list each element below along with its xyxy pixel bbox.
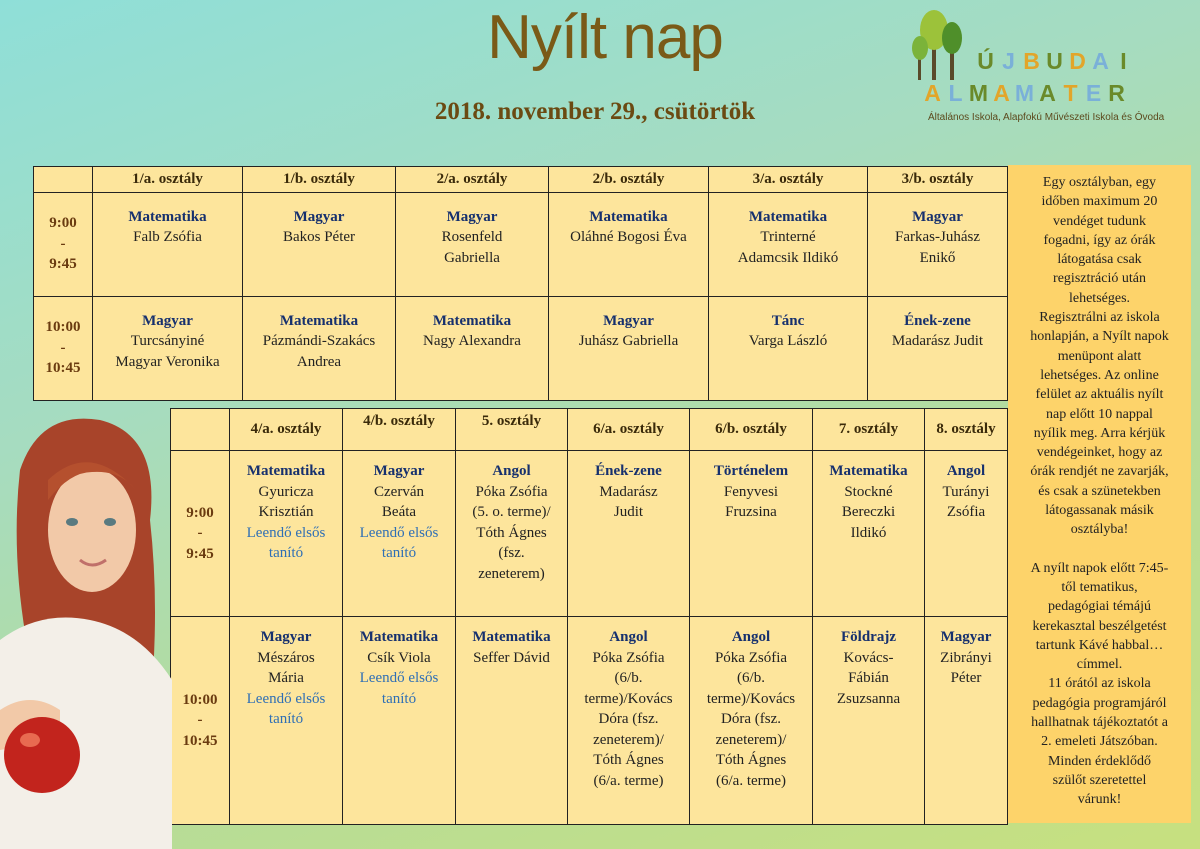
teacher-name: Farkas-Juhász — [895, 229, 980, 245]
teacher-name: zeneterem) — [478, 565, 545, 582]
teacher-name: (fsz. — [498, 545, 525, 561]
teacher-note: tanító — [381, 690, 417, 707]
lesson-cell — [690, 451, 813, 617]
lesson-cell — [925, 451, 1008, 617]
schedule-table-lower-grades — [33, 166, 1008, 401]
notice-line: 11 órától az iskola — [1048, 676, 1151, 692]
lesson-cell — [396, 296, 549, 400]
lesson-cell — [456, 617, 568, 825]
notice-line: látogassanak másik — [1045, 503, 1154, 519]
teacher-name: Kovács- — [843, 649, 894, 666]
teacher-name: Rosenfeld — [441, 229, 503, 245]
class-header: 5. osztály — [456, 409, 568, 451]
notice-line: Egy osztályban, egy — [1042, 175, 1157, 190]
teacher-name: Madarász Judit — [891, 333, 984, 349]
time-line: 10:45 — [182, 732, 218, 749]
teacher-note: Leendő elsős — [359, 524, 439, 541]
subject-name: Magyar — [373, 463, 425, 479]
lesson-cell — [93, 192, 243, 296]
teacher-note: tanító — [381, 545, 417, 561]
subject-name: Angol — [946, 463, 986, 479]
teacher-name: Bereczki — [841, 504, 896, 520]
subject-name: Magyar — [446, 208, 498, 225]
subject-name: Történelem — [713, 463, 789, 479]
table-header-row — [171, 409, 1008, 451]
teacher-name: Enikő — [919, 249, 956, 266]
teacher-name: zeneterem)/ — [715, 731, 787, 748]
logo-tagline: Általános Iskola, Alapfokú Művészeti Iskola és Óvoda — [928, 112, 1165, 123]
lesson-cell — [925, 617, 1008, 825]
teacher-name: Mészáros — [257, 649, 315, 666]
class-header: 3/b. osztály — [868, 167, 1008, 193]
teacher-name: Andrea — [296, 353, 342, 370]
subject-name: Magyar — [940, 629, 992, 645]
notice-line: pedagógia programjáról — [1032, 695, 1167, 711]
subject-name: Matematika — [359, 629, 439, 645]
teacher-name: Póka Zsófia — [714, 649, 788, 666]
time-line: 9:00 — [49, 215, 77, 232]
class-header: 8. osztály — [925, 409, 1008, 451]
teacher-name: Fenyvesi — [723, 483, 779, 500]
teacher-name: Zibrányi — [940, 649, 992, 666]
notice-line: A nyílt napok előtt 7:45- — [1030, 560, 1169, 576]
teacher-name: (6/b. — [737, 670, 765, 686]
subject-name: Ének-zene — [904, 312, 971, 329]
teacher-name: Póka Zsófia — [592, 649, 665, 666]
girl-with-apple-photo — [0, 410, 172, 849]
lesson-cell — [568, 617, 690, 825]
notice-line: lehetséges. — [1068, 290, 1131, 306]
notice-line: címmel. — [1076, 657, 1123, 673]
lesson-cell — [868, 192, 1008, 296]
corner-cell — [34, 167, 93, 193]
teacher-name: Dóra (fsz. — [598, 711, 659, 727]
table-row — [34, 296, 1008, 400]
notice-line: lehetséges. Az online — [1040, 367, 1159, 383]
lesson-cell — [230, 617, 343, 825]
lesson-cell — [549, 296, 709, 400]
lesson-cell — [690, 617, 813, 825]
time-line: - — [60, 339, 66, 356]
class-header: 6/a. osztály — [568, 409, 690, 451]
schedule-table-upper-grades — [170, 408, 1008, 825]
teacher-note: tanító — [268, 545, 304, 561]
teacher-name: Falb Zsófia — [133, 229, 202, 245]
time-line: 10:45 — [45, 360, 81, 377]
teacher-name: Madarász — [599, 483, 658, 500]
teacher-name: Tóth Ágnes — [476, 524, 547, 541]
subject-name: Matematika — [246, 463, 326, 479]
lesson-cell — [709, 192, 868, 296]
teacher-name: Nagy Alexandra — [423, 333, 521, 349]
notice-line: időben maximum 20 — [1041, 194, 1158, 210]
notice-line: től tematikus, — [1061, 579, 1138, 595]
subject-name: Matematika — [128, 208, 207, 225]
notice-line: Regisztrálni az iskola — [1039, 310, 1160, 326]
teacher-name: (6/a. terme) — [716, 772, 786, 789]
subject-name: Matematika — [472, 629, 551, 645]
class-header: 1/a. osztály — [93, 167, 243, 193]
notice-paragraph — [1016, 559, 1183, 810]
notice-line: Minden érdeklődő — [1047, 753, 1152, 769]
time-line: 9:45 — [186, 545, 214, 562]
time-line: - — [197, 525, 203, 542]
class-header: 1/b. osztály — [243, 167, 396, 193]
subject-name: Matematika — [279, 312, 359, 329]
notice-line: tartunk Kávé habbal… — [1035, 637, 1164, 653]
teacher-name: Oláhné Bogosi Éva — [570, 229, 687, 245]
time-slot — [171, 451, 230, 617]
class-header: 6/b. osztály — [690, 409, 813, 451]
subject-name: Tánc — [771, 312, 805, 329]
logo-text-almamater: A L M A M A T E R — [924, 80, 1125, 106]
teacher-name: Tóth Ágnes — [715, 752, 787, 768]
teacher-name: Varga László — [748, 333, 828, 349]
teacher-name: Péter — [950, 670, 982, 686]
teacher-note: Leendő elsős — [246, 690, 326, 707]
teacher-name: Ildikó — [850, 524, 887, 541]
lesson-cell — [343, 451, 456, 617]
notice-line: vendéget tudunk — [1053, 213, 1146, 229]
lesson-cell — [243, 296, 396, 400]
lesson-cell — [813, 451, 925, 617]
lesson-cell — [243, 192, 396, 296]
teacher-name: terme)/Kovács — [584, 690, 673, 707]
subject-name: Matematika — [748, 208, 828, 225]
notice-line: látogatása csak — [1057, 252, 1142, 268]
teacher-name: Tóth Ágnes — [593, 752, 664, 768]
teacher-name: (6/a. terme) — [593, 772, 664, 789]
time-slot — [34, 296, 93, 400]
class-header: 2/b. osztály — [549, 167, 709, 193]
notice-line: 2. emeleti Játszóban. — [1041, 734, 1158, 750]
teacher-name: Judit — [613, 504, 644, 520]
teacher-note: tanító — [268, 711, 304, 727]
teacher-note: Leendő elsős — [359, 670, 439, 686]
class-header: 2/a. osztály — [396, 167, 549, 193]
teacher-name: (5. o. terme)/ — [472, 504, 551, 520]
teacher-name: Krisztián — [258, 504, 314, 520]
subject-name: Ének-zene — [595, 463, 662, 479]
subject-name: Angol — [609, 629, 648, 645]
class-header: 3/a. osztály — [709, 167, 868, 193]
notice-paragraph — [1016, 173, 1183, 540]
notice-line: vendégeinket, hogy az — [1036, 445, 1163, 461]
subject-name: Angol — [731, 629, 771, 645]
teacher-name: Seffer Dávid — [473, 649, 550, 666]
notice-line: nyílik meg. Arra kérjük — [1033, 425, 1166, 441]
notice-line: nap előtt 10 nappal — [1046, 406, 1153, 422]
lesson-cell — [230, 451, 343, 617]
teacher-name: Gyuricza — [258, 483, 314, 500]
teacher-name: Juhász Gabriella — [578, 333, 679, 349]
class-header: 4/b. osztály — [343, 409, 456, 451]
lesson-cell — [568, 451, 690, 617]
page-title: Nyílt nap — [487, 3, 723, 72]
lesson-cell — [709, 296, 868, 400]
teacher-name: Zsófia — [946, 504, 986, 520]
time-line: 9:45 — [49, 256, 77, 273]
lesson-cell — [93, 296, 243, 400]
notice-line: pedagógiai témájú — [1047, 599, 1152, 615]
time-slot — [34, 192, 93, 296]
teacher-name: terme)/Kovács — [706, 690, 796, 707]
teacher-name: Turányi — [942, 483, 990, 500]
teacher-name: Zsuzsanna — [836, 690, 901, 707]
subject-name: Földrajz — [841, 629, 896, 645]
school-logo — [910, 0, 1195, 130]
time-line: 9:00 — [186, 504, 214, 521]
notice-line: kerekasztal beszélgetést — [1032, 618, 1167, 634]
notice-line: honlapján, a Nyílt napok — [1030, 329, 1169, 345]
logo-text-ujbudai: Ú J B U D A I — [977, 48, 1127, 74]
teacher-name: Gabriella — [444, 249, 500, 266]
lesson-cell — [396, 192, 549, 296]
teacher-name: Dóra (fsz. — [721, 711, 781, 727]
notice-line: várunk! — [1077, 792, 1122, 808]
subject-name: Magyar — [142, 312, 193, 329]
table-row — [171, 617, 1008, 825]
notice-line: regisztráció után — [1053, 271, 1146, 287]
teacher-name: Fábián — [848, 670, 889, 686]
subject-name: Matematika — [432, 312, 512, 329]
subject-name: Magyar — [293, 208, 345, 225]
corner-cell — [171, 409, 230, 451]
teacher-name: Bakos Péter — [282, 229, 356, 245]
lesson-cell — [868, 296, 1008, 400]
subject-name: Magyar — [260, 629, 312, 645]
table-header-row — [34, 167, 1008, 193]
notice-line: menüpont alatt — [1057, 348, 1142, 364]
teacher-name: Póka Zsófia — [475, 483, 548, 500]
time-line: - — [60, 235, 66, 252]
lesson-cell — [549, 192, 709, 296]
teacher-name: Pázmándi-Szakács — [262, 333, 376, 349]
teacher-name: Fruzsina — [725, 504, 777, 520]
class-header: 7. osztály — [813, 409, 925, 451]
notice-line: felület az aktuális nyílt — [1035, 387, 1164, 403]
teacher-name: Csík Viola — [367, 649, 431, 666]
lesson-cell — [343, 617, 456, 825]
notice-line: órák rendjét ne zavarják, — [1030, 464, 1169, 480]
notice-line: hallhatnak tájékoztatót a — [1031, 715, 1168, 731]
subject-name: Magyar — [912, 208, 963, 225]
teacher-name: Turcsányiné — [130, 333, 205, 349]
lesson-cell — [813, 617, 925, 825]
time-line: - — [197, 712, 203, 729]
event-date: 2018. november 29., csütörtök — [434, 98, 756, 125]
lesson-cell — [456, 451, 568, 617]
teacher-note: Leendő elsős — [246, 524, 326, 541]
teacher-name: Trinterné — [760, 229, 816, 245]
subject-name: Magyar — [603, 312, 654, 329]
visitor-notice — [1008, 165, 1191, 823]
table-row — [171, 451, 1008, 617]
notice-line: osztályba! — [1070, 522, 1129, 538]
class-header: 4/a. osztály — [230, 409, 343, 451]
notice-line: fogadni, így az órák — [1043, 232, 1156, 248]
subject-name: Matematika — [829, 463, 908, 479]
table-row — [34, 192, 1008, 296]
teacher-name: Stockné — [844, 483, 893, 500]
teacher-name: Beáta — [381, 504, 417, 520]
subject-name: Angol — [492, 463, 531, 479]
teacher-name: (6/b. — [614, 670, 643, 686]
teacher-name: zeneterem)/ — [593, 731, 664, 748]
time-line: 10:00 — [182, 691, 218, 708]
time-slot — [171, 617, 230, 825]
teacher-name: Adamcsik Ildikó — [737, 249, 839, 266]
notice-line: szülőt szeretettel — [1052, 772, 1147, 788]
time-line: 10:00 — [45, 319, 81, 336]
teacher-name: Mária — [268, 670, 304, 686]
teacher-name: Czerván — [374, 483, 424, 500]
notice-line: és csak a szünetekben — [1038, 483, 1161, 499]
subject-name: Matematika — [589, 208, 668, 225]
teacher-name: Magyar Veronika — [115, 353, 220, 370]
